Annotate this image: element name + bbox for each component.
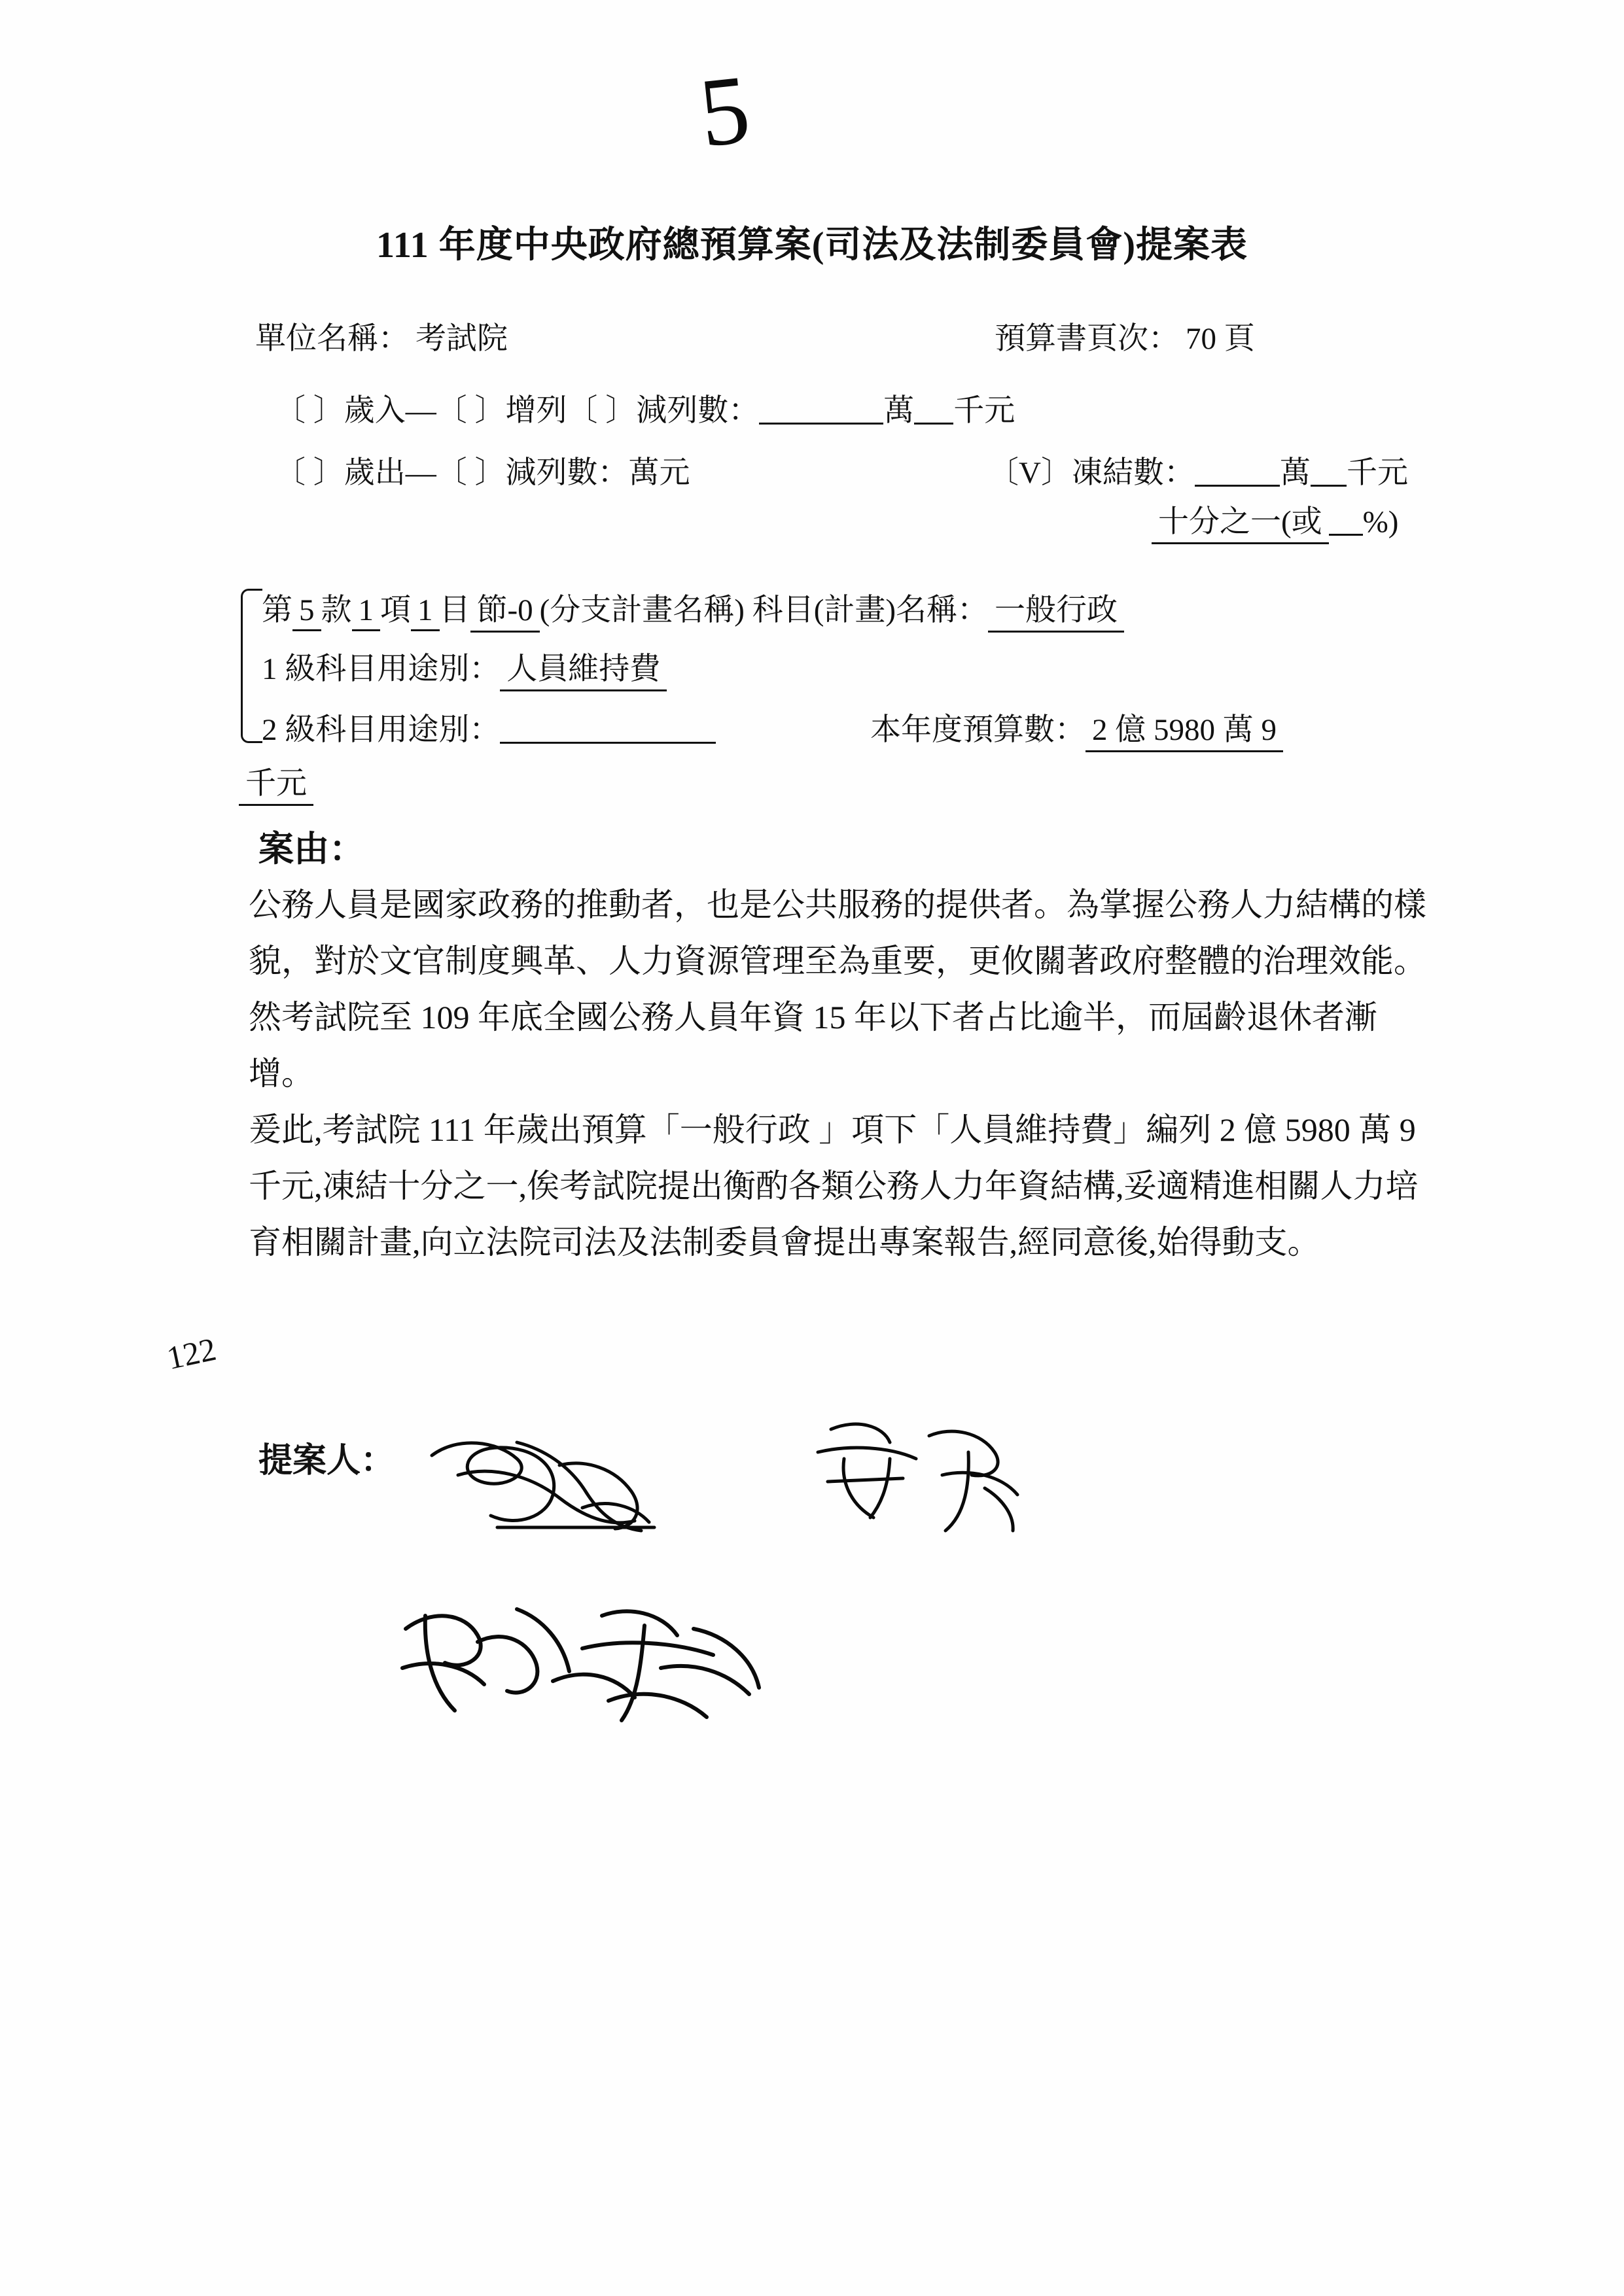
page-number-mark: 5 bbox=[694, 54, 755, 168]
freeze-amount-blank bbox=[1195, 459, 1280, 487]
subject-prefix: 第 bbox=[262, 593, 292, 627]
freeze-percent-blank bbox=[1329, 508, 1363, 536]
subject-name-value: 一般行政 bbox=[988, 585, 1124, 633]
income-label: 〔 〕歲入—〔 〕增列〔 〕減列數： bbox=[275, 394, 760, 428]
case-reason-body bbox=[249, 877, 1433, 1270]
subject-kuan-label: 款 bbox=[321, 593, 352, 627]
level2-usage-label: 2 級科目用途別： bbox=[262, 713, 501, 747]
expenditure-label: 〔 〕歲出—〔 〕減列數：萬元 bbox=[275, 456, 690, 490]
freeze-label: 〔V〕凍結數： bbox=[988, 456, 1195, 490]
freeze-fraction-line bbox=[1152, 497, 1398, 544]
budget-page-field bbox=[995, 314, 1262, 359]
subject-code-line bbox=[262, 585, 1124, 633]
case-reason-label: 案由： bbox=[258, 829, 364, 869]
income-amount-blank bbox=[759, 396, 883, 425]
case-paragraph-3: 爰此,考試院 111 年歲出預算「一般行政 」項下「人員維持費」編列 2 億 5980 萬 9 千元,凍結十分之一,俟考試院提出衡酌各類公務人力年資結構,妥適精進相關人力培育相關計畫,向立法院司法及法制委員會提出專案報告,經同意後,始得動支。 bbox=[249, 1111, 1419, 1261]
margin-handwritten-note: 122 bbox=[163, 1330, 220, 1377]
budget-page-label: 預算書頁次： bbox=[995, 322, 1179, 356]
income-line bbox=[275, 386, 1015, 430]
freeze-unit-wan: 萬 bbox=[1279, 456, 1311, 490]
freeze-thousand-blank bbox=[1311, 459, 1347, 487]
annual-budget-value: 2 億 5980 萬 9 bbox=[1086, 705, 1283, 752]
subject-group-bracket bbox=[241, 589, 262, 743]
annual-budget-continued bbox=[239, 759, 313, 806]
unit-name-label: 單位名稱： bbox=[255, 322, 409, 356]
level1-usage-line bbox=[262, 644, 667, 691]
income-thousand-blank bbox=[914, 396, 953, 425]
subject-name-label: (分支計畫名稱) 科目(計畫)名稱： bbox=[539, 593, 989, 627]
freeze-line bbox=[988, 448, 1408, 492]
proposer-label: 提案人： bbox=[258, 1442, 395, 1480]
signature-3 bbox=[386, 1590, 779, 1740]
subject-kuan-value: 5 bbox=[292, 593, 321, 631]
freeze-fraction-value: 十分之一(或 bbox=[1152, 497, 1329, 544]
level1-usage-label: 1 級科目用途別： bbox=[262, 652, 501, 686]
freeze-unit-qian: 千元 bbox=[1346, 456, 1408, 490]
level2-usage-line bbox=[262, 705, 716, 749]
signature-2 bbox=[805, 1413, 1040, 1544]
freeze-percent-suffix: %) bbox=[1362, 505, 1399, 539]
level1-usage-value: 人員維持費 bbox=[500, 644, 667, 691]
income-unit-qian: 千元 bbox=[953, 394, 1015, 428]
annual-budget-value-cont: 千元 bbox=[239, 759, 313, 806]
case-paragraph-2: 然考試院至 109 年底全國公務人員年資 15 年以下者占比逾半，而屆齡退休者漸增。 bbox=[249, 999, 1377, 1092]
unit-name-value: 考試院 bbox=[415, 322, 508, 356]
budget-page-value: 70 頁 bbox=[1186, 322, 1255, 356]
subject-mu-label: 目 bbox=[439, 593, 470, 627]
level2-usage-blank bbox=[500, 716, 716, 744]
subject-jie-value: 節-0 bbox=[470, 585, 540, 633]
page-title: 111 年度中央政府總預算案(司法及法制委員會)提案表 bbox=[376, 225, 1248, 266]
subject-xiang-value: 1 bbox=[352, 593, 381, 631]
unit-name-field bbox=[255, 314, 514, 359]
case-paragraph-1: 公務人員是國家政務的推動者，也是公共服務的提供者。為掌握公務人力結構的樣貌，對於文官制度興革、人力資源管理至為重要，更攸關著政府整體的治理效能。 bbox=[249, 886, 1426, 979]
expenditure-line bbox=[275, 448, 690, 492]
annual-budget-label: 本年度預算數： bbox=[870, 713, 1086, 747]
annual-budget-line bbox=[870, 705, 1283, 752]
subject-xiang-label: 項 bbox=[380, 593, 411, 627]
subject-mu-value: 1 bbox=[411, 593, 440, 631]
income-unit-wan: 萬 bbox=[883, 394, 915, 428]
signature-1 bbox=[419, 1429, 720, 1554]
